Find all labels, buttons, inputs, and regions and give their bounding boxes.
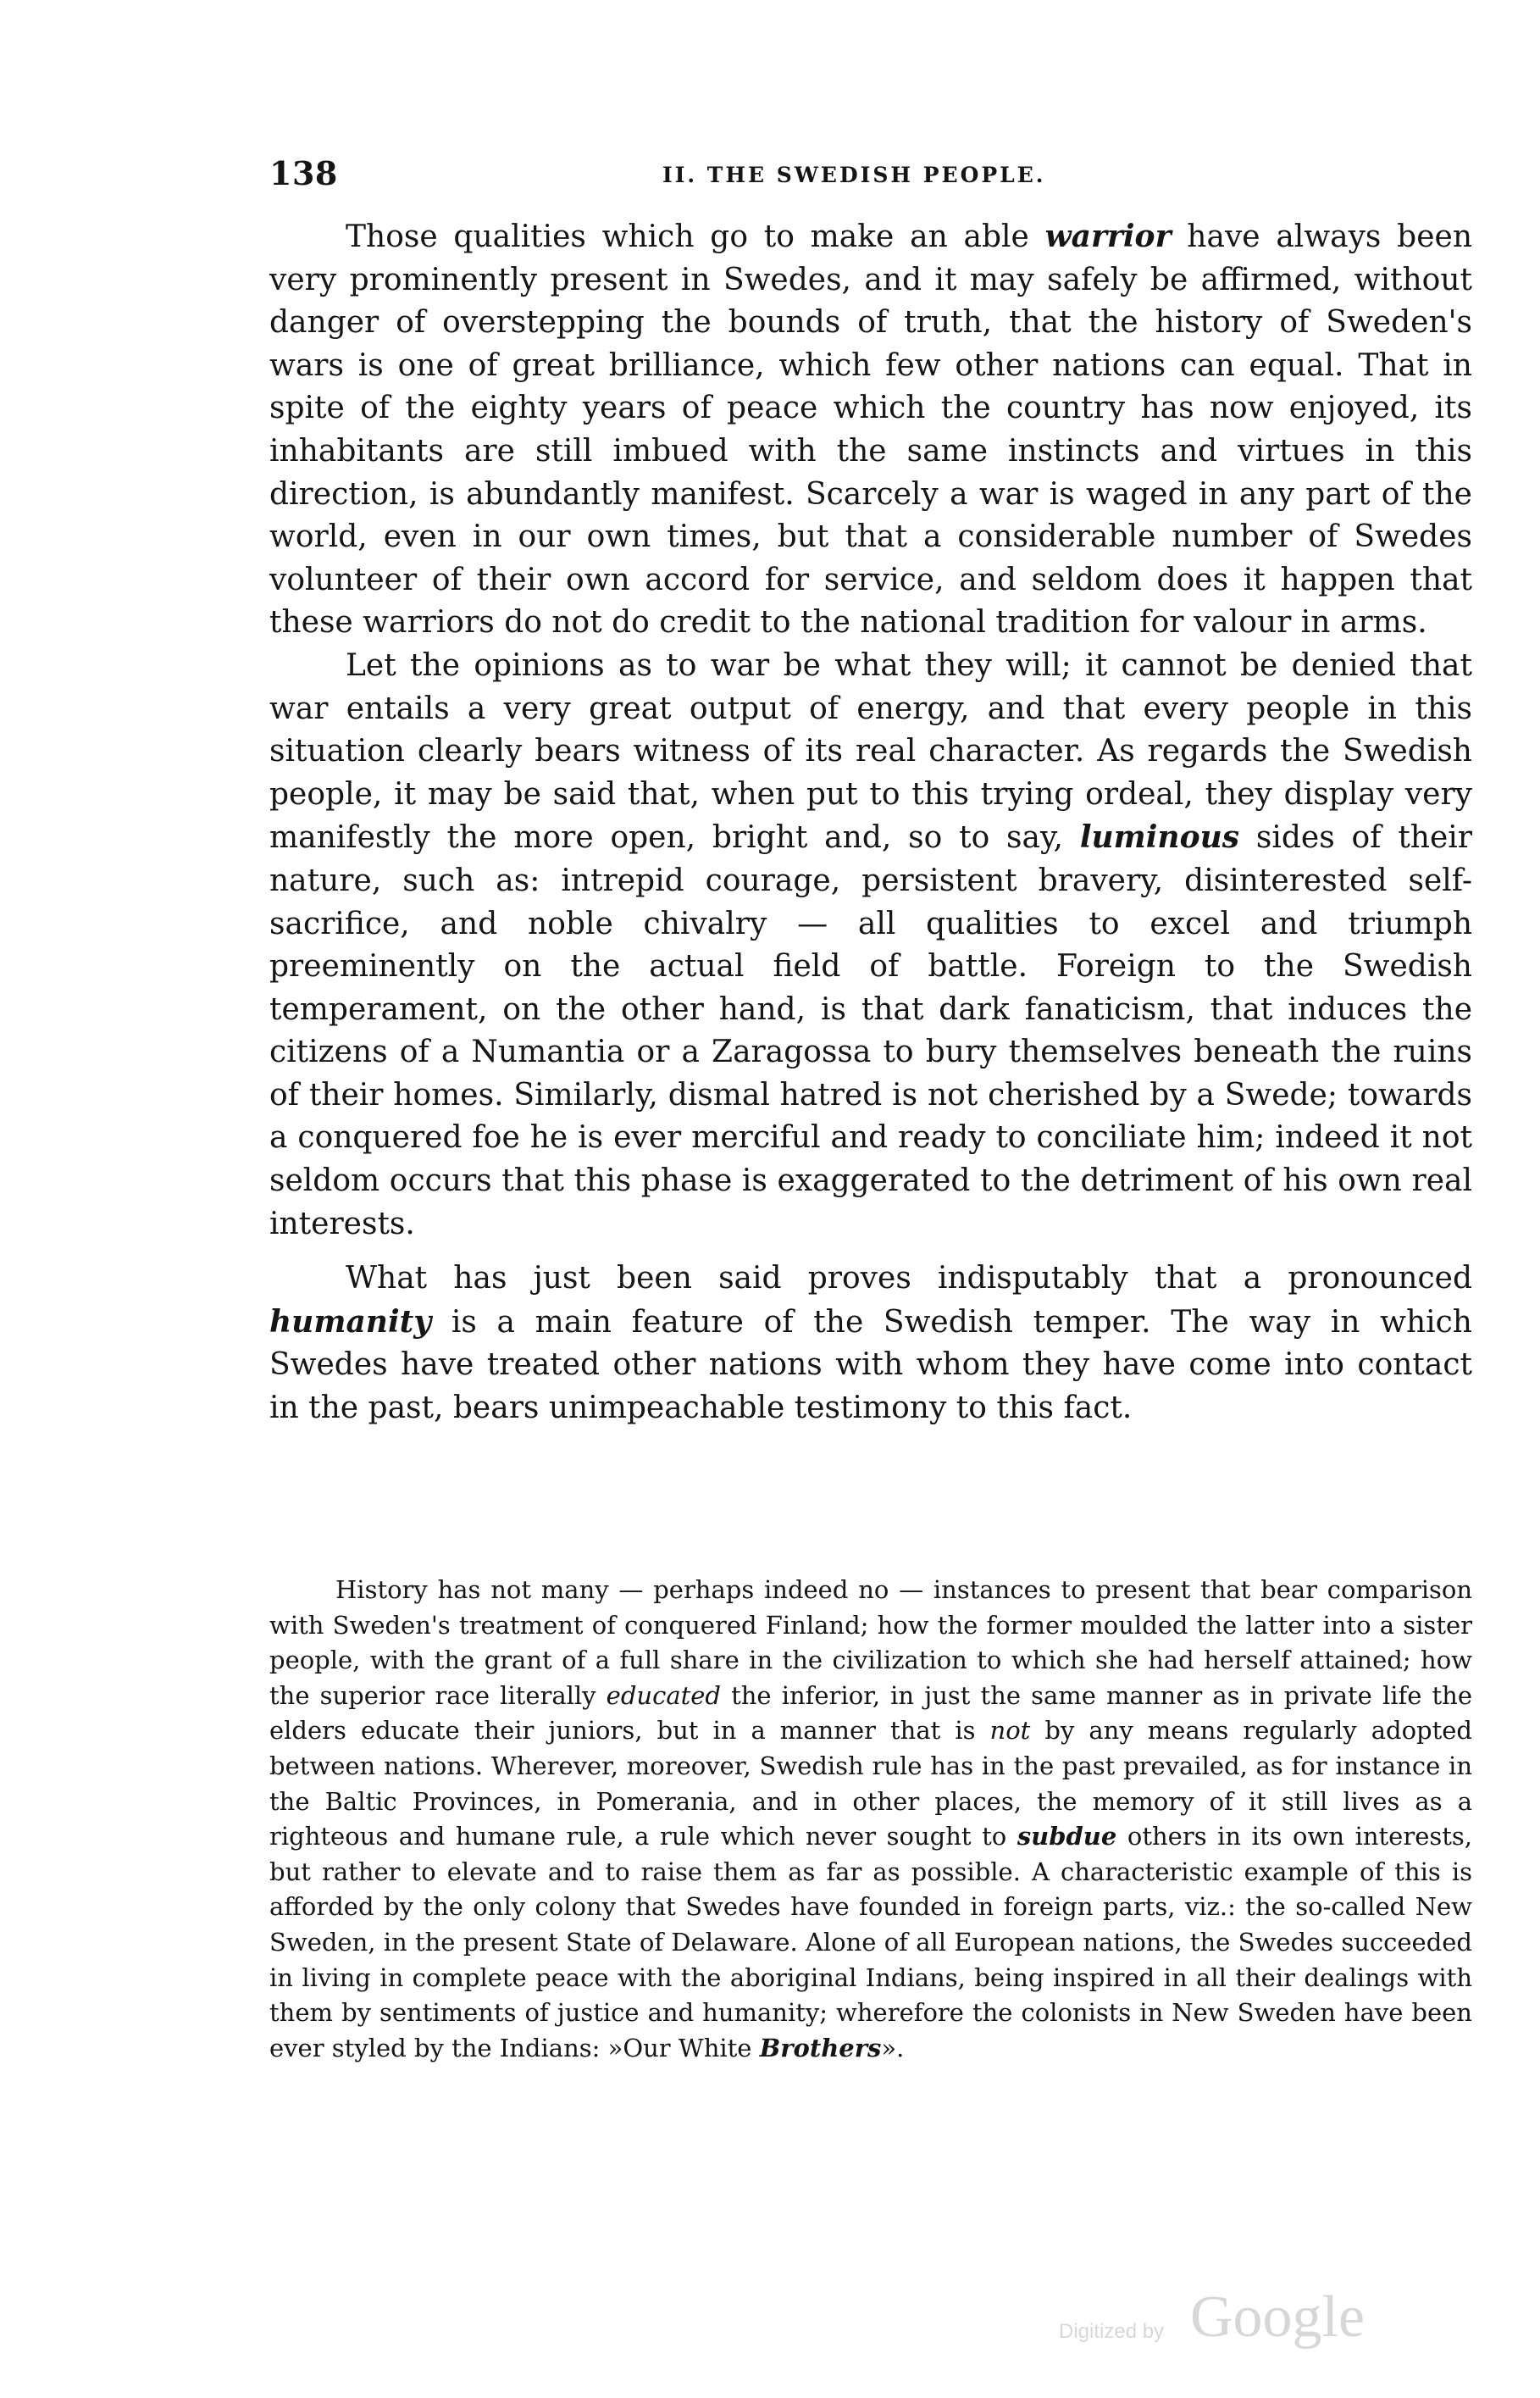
paragraph-2-text-c: sides of their nature, such as: intrepid courage, persistent bravery, disinterested self-sacrifice, and noble chivalry — all qualities to excel and triumph preeminently on the actual field of battle. Foreign to the Swedish temperament, on the other hand, is that dark fanaticism, that induces the citizens of a Numantia or a Zaragossa to bury themselves beneath the ruins of their homes. Similarly, dismal hatred is not cherished by a Swede; towards a conquered foe he is ever merciful and ready to conciliate him; indeed it not seldom occurs that this phase is exaggerated to the detriment of his own real interests. xyxy=(269,820,1472,1241)
digitized-watermark xyxy=(1059,2284,1415,2356)
paragraph-1 xyxy=(269,215,1472,645)
paragraph-2-text-a: Let the opinions as to war be what they will; it cannot be denied that war entails a very great output of energy, and that every people in this situation clearly bears witness of its real character. As regards the Swedish people, it may be said that, when put to this trying ordeal, they display very manifestly the more open, bright and, so to say, xyxy=(269,647,1472,856)
running-head: II. THE SWEDISH PEOPLE. xyxy=(662,163,1046,187)
emphasis-luminous: luminous xyxy=(1079,819,1240,856)
emphasis-educated: educated xyxy=(606,1680,721,1710)
paragraph-4-text-g: others in its own interests, but rather to elevate and to raise them as far as possible. A characteristic example of this is afforded by the only colony that Swedes have founded in foreign parts, viz.: the so-called New Sweden, in the present State of Delaware. Alone of all European nations, the Swedes succeeded in living in complete peace with the aboriginal Indians, being inspired in all their dealings with them by sentiments of justice and humanity; wherefore the colonists in New Sweden have been ever styled by the Indians: »Our White xyxy=(269,1822,1472,2062)
paragraph-4-text-e: by any means regularly adopted between nations. Wherever, moreover, Swedish rule has in the past prevailed, as for instance in the Baltic Provinces, in Pomerania, and in other places, the memory of it still lives as a righteous and humane rule, a rule which never sought to xyxy=(269,1716,1472,1851)
emphasis-brothers: Brothers xyxy=(759,2033,882,2062)
paragraph-4 xyxy=(269,1573,1472,2066)
page-header xyxy=(269,154,1472,205)
paragraph-4-text-a: History has not many — perhaps indeed no — instances to present that bear comparison with Sweden's treatment of conquered Finland; how the former moulded the latter into a sister people, with the grant of a full share in the civilization to which she had herself attained; how the superior race literally xyxy=(269,1575,1472,1710)
paragraph-2 xyxy=(269,645,1472,1246)
paragraph-1-text-a: Those qualities which go to make an able xyxy=(346,219,1045,254)
emphasis-warrior: warrior xyxy=(1044,219,1172,254)
small-print-note xyxy=(269,1573,1472,2066)
google-logo: Google xyxy=(1190,2284,1366,2350)
emphasis-subdue: subdue xyxy=(1017,1822,1117,1851)
emphasis-not: not xyxy=(989,1716,1031,1746)
paragraph-4-text-i: ». xyxy=(881,2033,905,2062)
paragraph-1-text-c: have always been very prominently present in Swedes, and it may safely be affirmed, without danger of overstepping the bounds of truth, that the history of Sweden's wars is one of great brilliance, which few other nations can equal. That in spite of the eighty years of peace which the country has now enjoyed, its inhabitants are still imbued with the same instincts and virtues in this direction, is abundantly manifest. Scarcely a war is waged in any part of the world, even in our own times, but that a considerable number of Swedes volunteer of their own accord for service, and seldom does it happen that these warriors do not do credit to the national tradition for valour in arms. xyxy=(269,219,1473,641)
paragraph-3-text-a: What has just been said proves indisputably that a pronounced xyxy=(346,1261,1472,1296)
main-text xyxy=(269,215,1472,1430)
emphasis-humanity: humanity xyxy=(269,1303,432,1340)
paragraph-3-text-c: is a main feature of the Swedish temper. The way in which Swedes have treated other nations with whom they have come into contact in the past, bears unimpeachable testimony to this fact. xyxy=(269,1304,1472,1426)
paragraph-4-text-c: the inferior, in just the same manner as in private life the elders educate their juniors, but in a manner that is xyxy=(269,1680,1472,1746)
paragraph-3 xyxy=(269,1257,1472,1429)
digitized-by-label: Digitized by xyxy=(1059,2320,1165,2343)
page-number: 138 xyxy=(269,154,338,192)
